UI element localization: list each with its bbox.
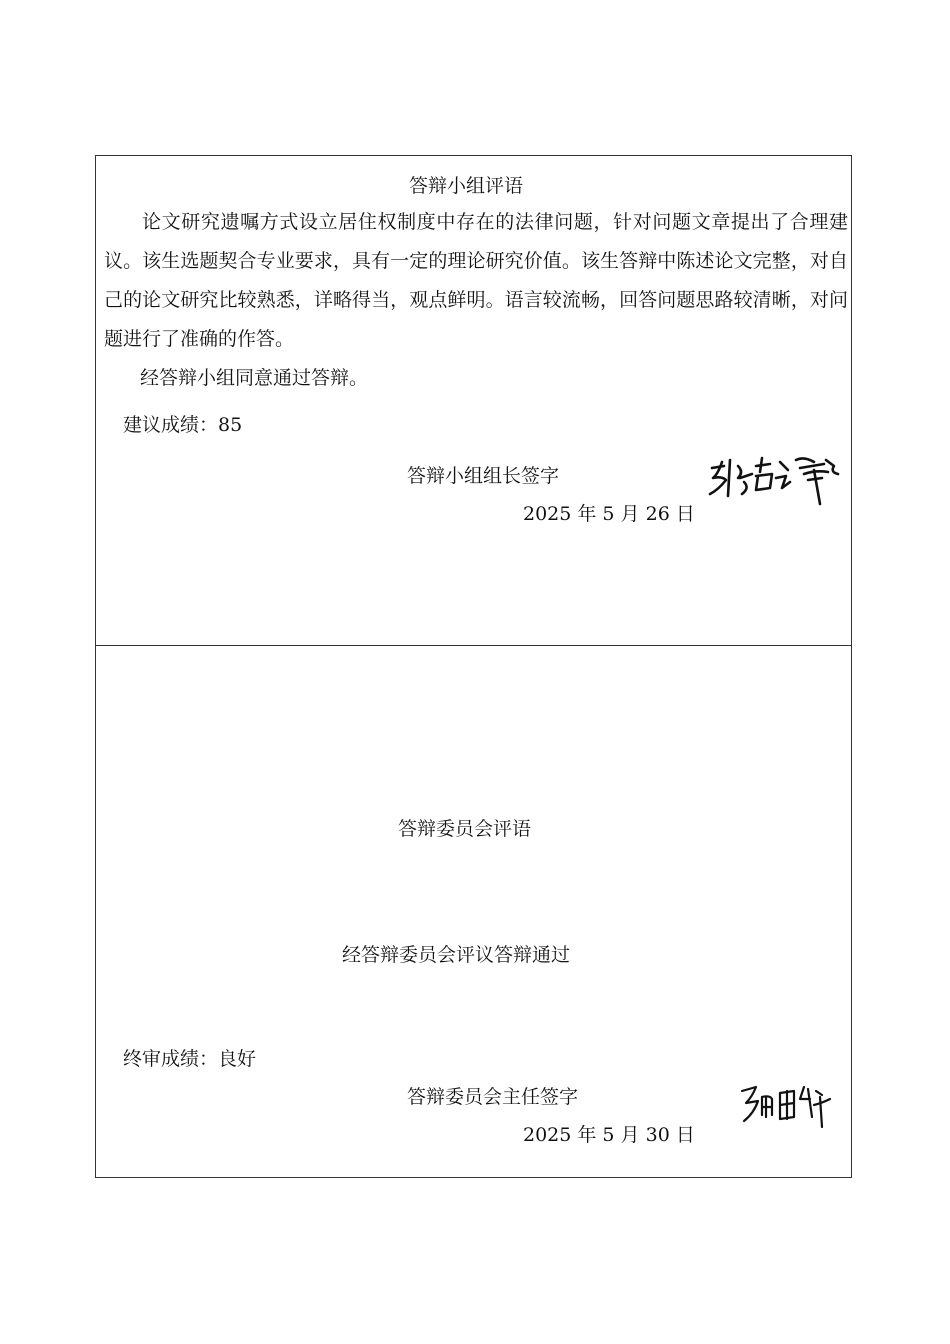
committee-comment-title: 答辩委员会评语 [398,818,532,840]
group-signer-label: 答辩小组组长签字 [407,465,560,487]
group-comment-section [96,156,851,646]
committee-statement: 经答辩委员会评议答辩通过 [342,944,571,966]
final-grade: 终审成绩：良好 [123,1048,257,1070]
group-comment-paragraph: 论文研究遗嘱方式设立居住权制度中存在的法律问题，针对问题文章提出了合理建议。该生选题契合专业要求，具有一定的理论研究价值。该生答辩中陈述论文完整，对自己的论文研究比较熟悉，详略得当，观点鲜明。语言较流畅，回答问题思路较清晰，对问题进行了准确的作答。 [104,211,848,350]
committee-comment-section [96,645,851,1177]
group-comment-title: 答辩小组评语 [409,175,524,197]
group-leader-signature [704,452,844,508]
suggested-grade: 建议成绩：85 [123,414,243,436]
group-conclusion: 经答辩小组同意通过答辩。 [140,367,369,389]
committee-chair-signature [738,1081,834,1137]
group-date: 2025 年 5 月 26 日 [523,503,695,525]
defense-evaluation-form [95,155,852,1178]
committee-date: 2025 年 5 月 30 日 [523,1124,695,1146]
committee-signer-label: 答辩委员会主任签字 [407,1086,579,1108]
